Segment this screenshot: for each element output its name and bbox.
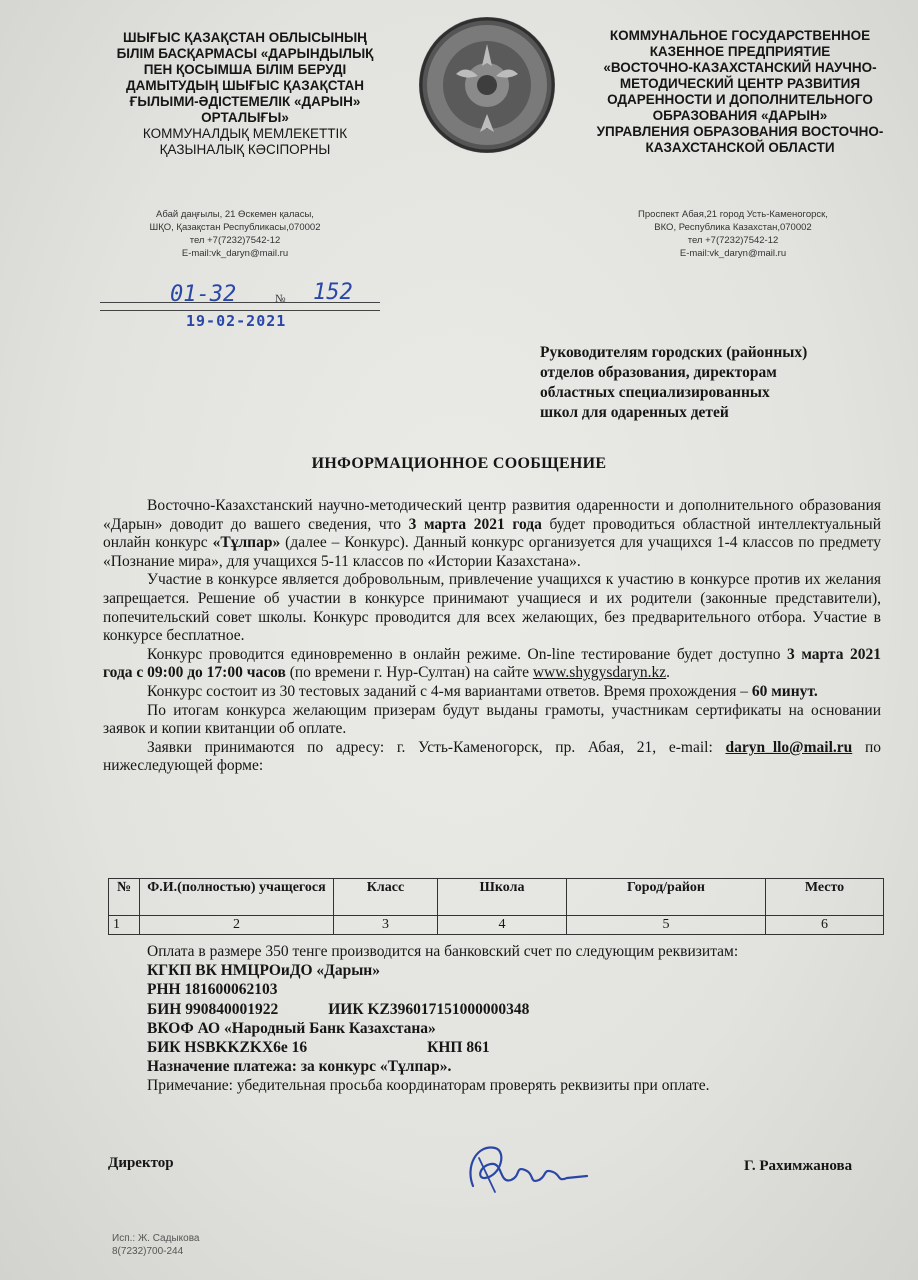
text: Конкурс проводится единовременно в онлайн режиме. On-line тестирование будет доступно <box>147 645 788 663</box>
column-header: № <box>109 879 140 916</box>
table-header-row <box>109 879 884 916</box>
header-left-line: ШЫҒЫС ҚАЗАҚСТАН ОБЛЫСЫНЫҢ <box>123 30 367 45</box>
testing-time: 3 марта 2021 года с 09:00 до 17:00 часов <box>103 645 881 682</box>
paragraph-applications <box>103 739 881 776</box>
paragraph-intro <box>103 497 881 571</box>
header-left-subline: ҚАЗЫНАЛЫҚ КӘСІПОРНЫ <box>159 142 331 157</box>
paragraph-participation: Участие в конкурсе является добровольным, привлечение учащихся к участию в конкурсе против их желания запрещается. Решение об участии в конкурсе принимают учащиеся и их родители (законные представители), попечительский совет школы. Конкурс проводится для всех желающих, без предварительного отбора. Участие в конкурсе бесплатное. <box>103 571 881 645</box>
payment-bik-knp <box>103 1038 881 1057</box>
payment-details <box>103 942 881 1096</box>
address-right <box>598 208 868 260</box>
handwritten-signature-icon <box>455 1136 595 1198</box>
table-cell: 4 <box>438 916 567 935</box>
iik: ИИК KZ396017151000000348 <box>328 1000 530 1018</box>
address-line: Проспект Абая,21 город Усть-Каменогорск, <box>638 209 828 220</box>
payment-org: КГКП ВК НМЦРОиДО «Дарын» <box>147 962 380 980</box>
signatory-name: Г. Рахимжанова <box>744 1158 853 1174</box>
text: . <box>666 664 671 682</box>
bik: БИК HSBKKZKX6e 16 <box>147 1039 308 1057</box>
executor-info <box>112 1232 199 1258</box>
paragraph-structure <box>103 683 881 702</box>
paragraph-testing <box>103 646 881 683</box>
table-row <box>109 916 884 935</box>
header-right-line: «ВОСТОЧНО-КАЗАХСТАНСКИЙ НАУЧНО- <box>603 60 877 75</box>
registration-date-stamp: 19-02-2021 <box>186 312 287 330</box>
text: (далее – Конкурс). Данный конкурс организуется для учащихся 1-4 классов по предмету «Познание мира», для учащихся 5-11 классов по «Истории Казахстана». <box>103 534 881 570</box>
text: Заявки принимаются по адресу: г. Усть-Каменогорск, пр. Абая, 21, e-mail: <box>147 738 726 756</box>
application-form-table <box>108 878 884 935</box>
website-link[interactable]: www.shygysdaryn.kz <box>532 664 667 682</box>
column-header: Ф.И.(полностью) учащегося <box>140 879 334 916</box>
address-line: ШҚО, Қазақстан Республикасы,070002 <box>149 222 321 233</box>
address-phone: тел +7(7232)7542-12 <box>189 235 281 246</box>
addressee-line: Руководителям городских (районных) <box>540 344 808 361</box>
text: по нижеследующей форме: <box>103 738 882 775</box>
payment-intro: Оплата в размере 350 тенге производится на банковский счет по следующим реквизитам: <box>147 943 739 960</box>
outgoing-code: 01-32 <box>170 282 237 307</box>
registration-line <box>100 310 380 311</box>
column-header: Класс <box>334 879 438 916</box>
document-title: ИНФОРМАЦИОННОЕ СООБЩЕНИЕ <box>311 455 607 472</box>
header-left-line: ҒЫЛЫМИ-ӘДІСТЕМЕЛІК «ДАРЫН» <box>129 94 361 109</box>
executor-name: Исп.: Ж. Садыкова <box>112 1233 200 1244</box>
payment-purpose <box>103 1057 881 1076</box>
addressee-line: областных специализированных <box>540 384 770 401</box>
header-right-subline: КОММУНАЛЬНОЕ ГОСУДАРСТВЕННОЕ <box>609 28 871 43</box>
executor-phone: 8(7232)700-244 <box>112 1246 184 1257</box>
document-body <box>103 497 881 776</box>
purpose-value: за конкурс «Тұлпар». <box>296 1058 452 1076</box>
table-cell: 1 <box>109 916 140 935</box>
column-header: Город/район <box>567 879 766 916</box>
header-right-line: ОБРАЗОВАНИЯ «ДАРЫН» <box>652 108 828 123</box>
header-left-line: ОРТАЛЫҒЫ» <box>201 110 289 125</box>
column-header: Школа <box>438 879 567 916</box>
text: будет проводиться областной интеллектуальный онлайн конкурс <box>103 515 881 552</box>
header-left-subline: КОММУНАЛДЫҚ МЕМЛЕКЕТТІК <box>142 126 348 141</box>
state-emblem-icon <box>416 14 558 156</box>
address-line: Абай даңғылы, 21 Өскемен қаласы, <box>156 209 314 220</box>
text: Восточно-Казахстанский научно-методический центр развития одаренности и дополнительного образования «Дарын» доводит до вашего сведения, что <box>103 497 881 533</box>
address-line: ВКО, Республика Казахстан,070002 <box>654 222 812 233</box>
text: (по времени г. Нур-Султан) на сайте <box>285 664 533 682</box>
header-left-line: ПЕН ҚОСЫМША БІЛІМ БЕРУДІ <box>143 62 347 77</box>
signatory-position: Директор <box>108 1155 174 1171</box>
header-right-line: КАЗАХСТАНСКОЙ ОБЛАСТИ <box>645 140 835 155</box>
header-right-subline: КАЗЕННОЕ ПРЕДПРИЯТИЕ <box>649 44 831 59</box>
contest-name: «Тұлпар» <box>212 534 281 552</box>
header-left-line: ДАМЫТУДЫҢ ШЫҒЫС ҚАЗАҚСТАН <box>125 78 365 93</box>
addressee-line: школ для одаренных детей <box>540 404 729 421</box>
payment-bank: ВКОФ АО «Народный Банк Казахстана» <box>147 1019 436 1037</box>
table-cell: 6 <box>766 916 884 935</box>
contest-date: 3 марта 2021 года <box>408 515 542 533</box>
email-link[interactable]: daryn_llo@mail.ru <box>725 738 853 756</box>
header-right-line: УПРАВЛЕНИЯ ОБРАЗОВАНИЯ ВОСТОЧНО- <box>596 124 884 139</box>
payment-rnn: РНН 181600062103 <box>147 981 278 999</box>
address-email: E-mail:vk_daryn@mail.ru <box>181 248 289 259</box>
number-sign: № <box>275 293 286 305</box>
header-left <box>80 30 410 158</box>
header-right-line: ОДАРЕННОСТИ И ДОПОЛНИТЕЛЬНОГО <box>607 92 873 107</box>
addressee-block <box>540 343 880 423</box>
address-phone: тел +7(7232)7542-12 <box>687 235 779 246</box>
text: Конкурс состоит из 30 тестовых заданий с 4-мя вариантами ответов. Время прохождения – <box>147 682 752 700</box>
addressee-line: отделов образования, директорам <box>540 364 777 381</box>
address-left <box>120 208 350 260</box>
knp: КНП 861 <box>427 1039 490 1057</box>
table-cell: 5 <box>567 916 766 935</box>
column-header: Место <box>766 879 884 916</box>
header-right <box>575 28 905 156</box>
payment-bin-iik <box>103 1000 881 1019</box>
bin: БИН 990840001922 <box>147 1000 279 1018</box>
table-cell: 2 <box>140 916 334 935</box>
paragraph-results: По итогам конкурса желающим призерам будут выданы грамоты, участникам сертификаты на основании заявок и копии квитанции об оплате. <box>103 701 881 738</box>
table-cell: 3 <box>334 916 438 935</box>
purpose-label: Назначение платежа: <box>147 1058 297 1076</box>
header-right-line: МЕТОДИЧЕСКИЙ ЦЕНТР РАЗВИТИЯ <box>619 76 861 91</box>
duration: 60 минут. <box>751 682 818 700</box>
header-left-line: БІЛІМ БАСҚАРМАСЫ «ДАРЫНДЫЛЫҚ <box>116 46 374 61</box>
registration-number: 152 <box>313 280 353 305</box>
payment-note: Примечание: убедительная просьба координаторам проверять реквизиты при оплате. <box>147 1077 710 1095</box>
address-email: E-mail:vk_daryn@mail.ru <box>679 248 787 259</box>
